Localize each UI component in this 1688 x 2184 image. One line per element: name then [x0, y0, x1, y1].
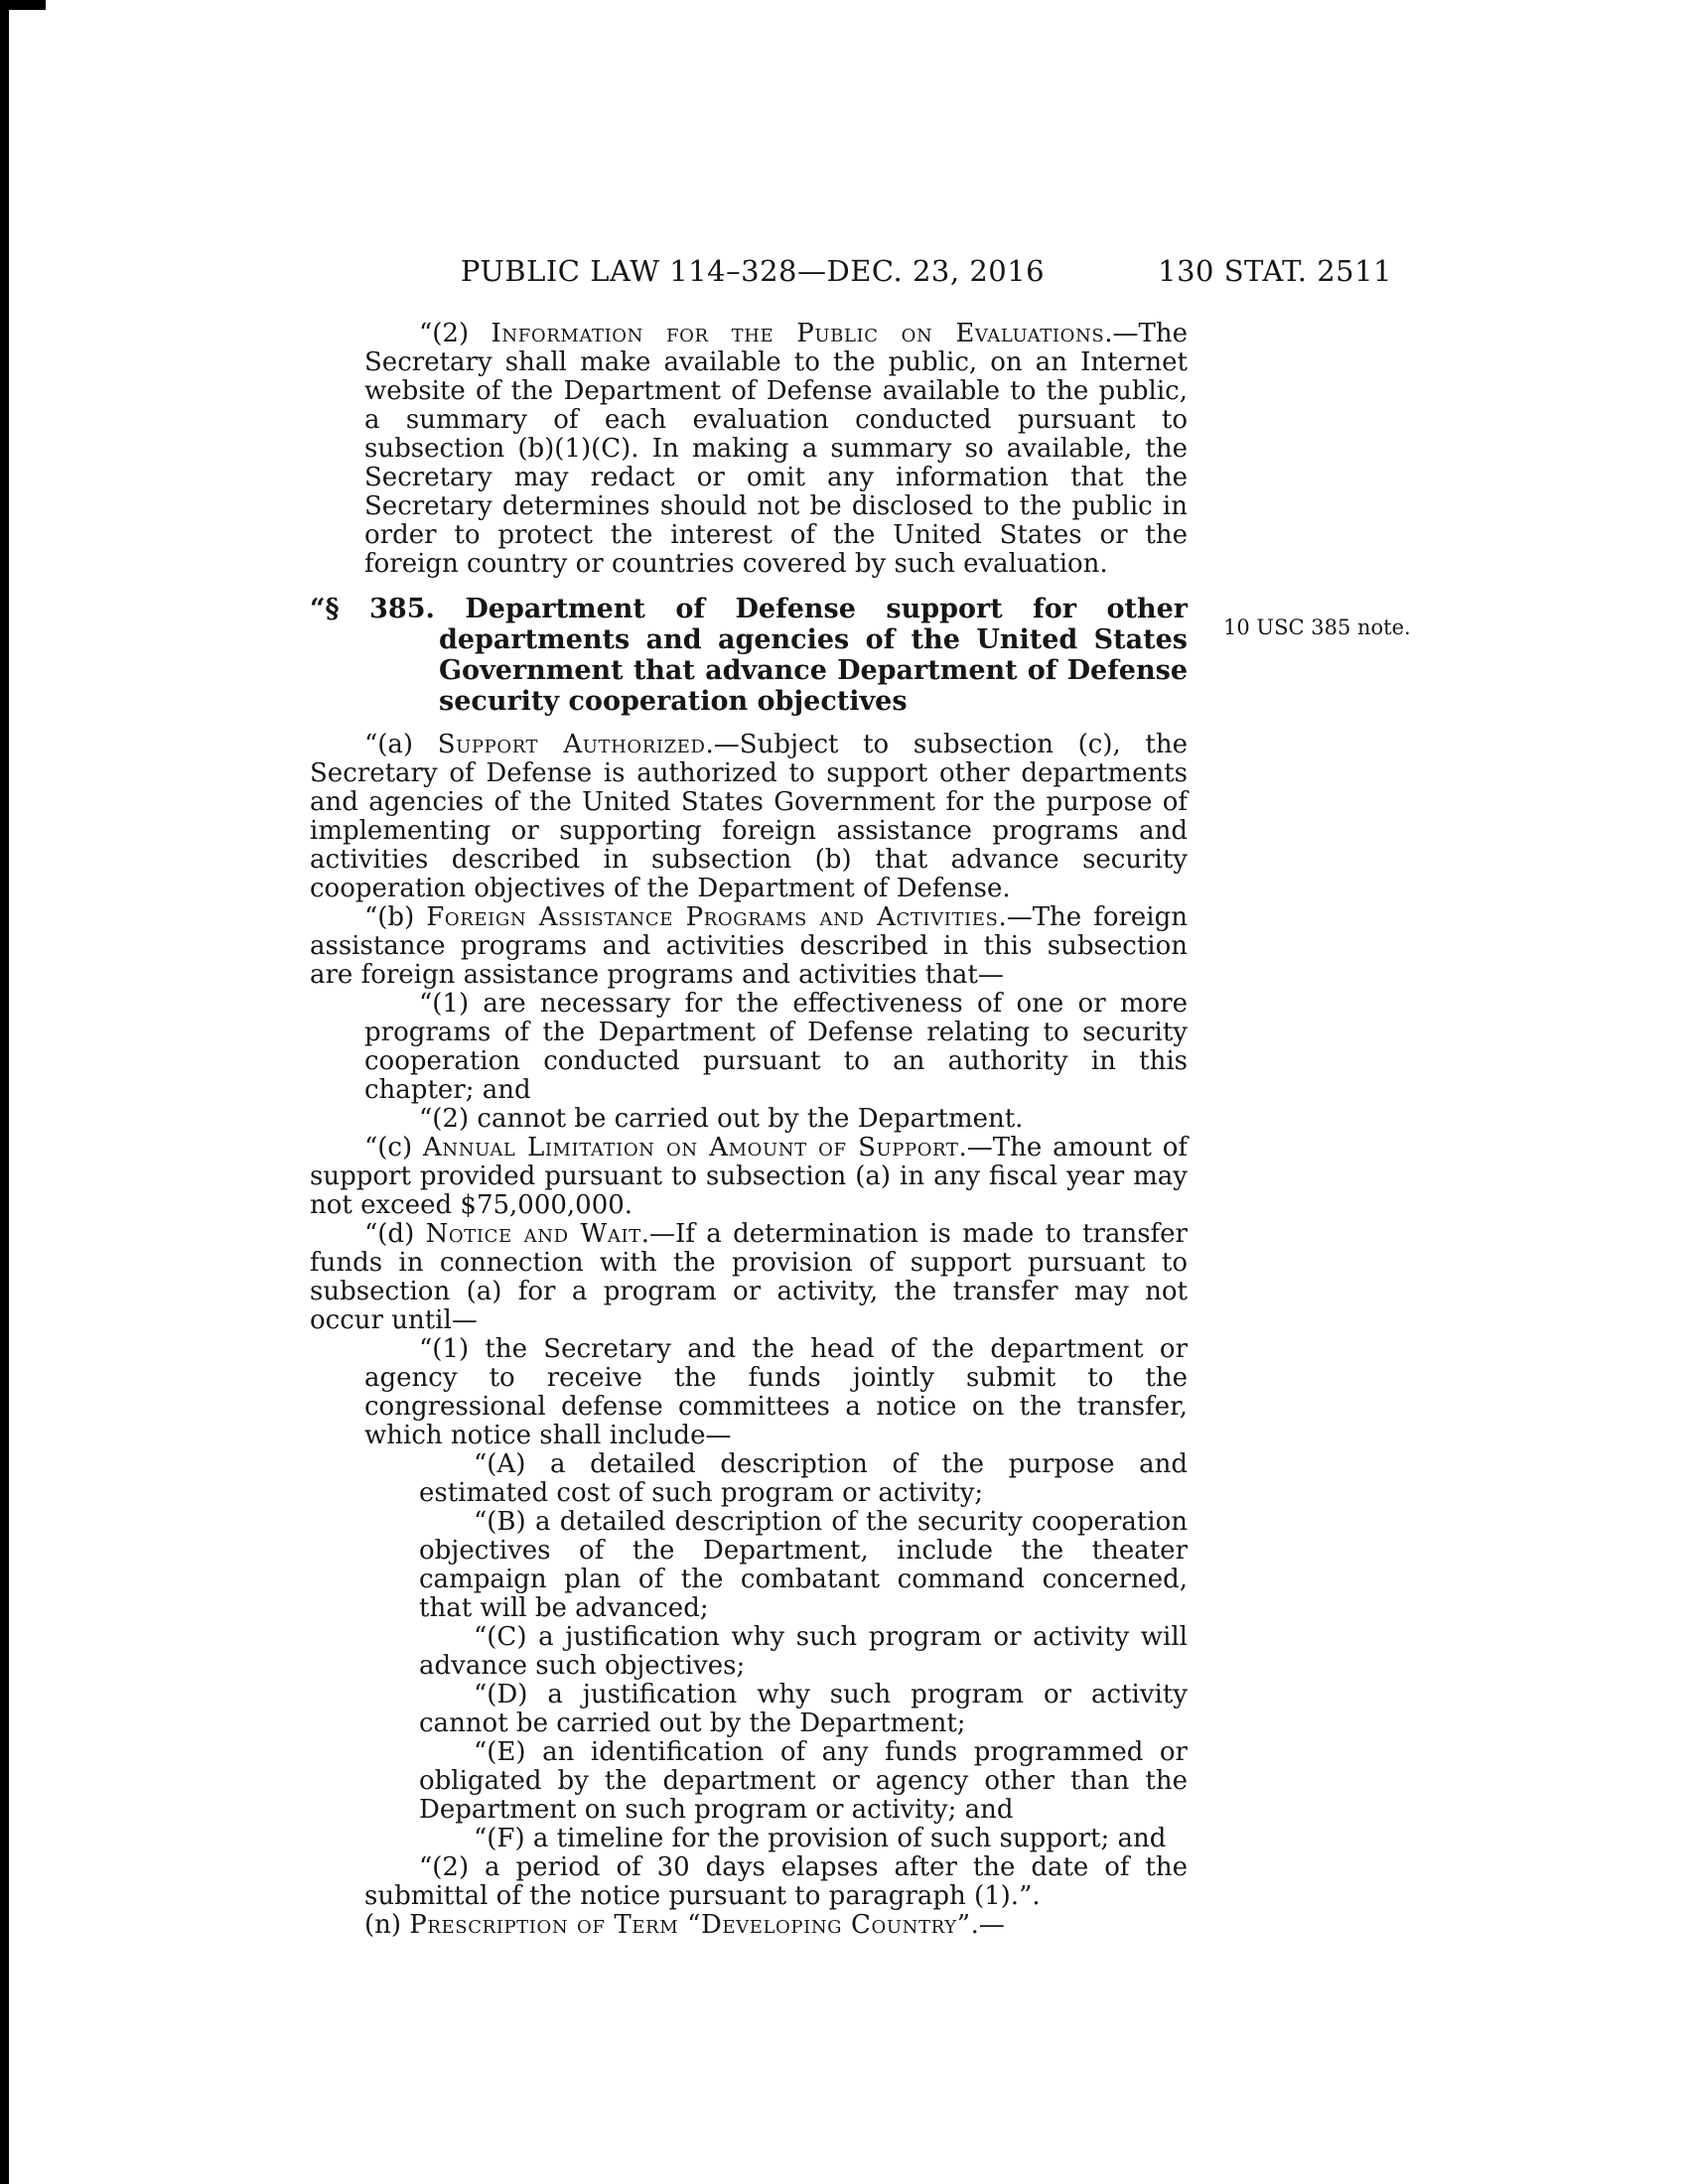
paragraph-c-annual-limitation	[310, 1134, 1188, 1220]
paragraph-d1	[364, 1335, 1188, 1450]
paragraph-text: a period of 30 days elapses after the date of the submittal of the notice pursuant to paragraph (1).”.	[364, 1852, 1189, 1911]
paragraph-d1-C	[419, 1623, 1188, 1681]
paragraph-label: “(F)	[474, 1824, 533, 1853]
section-385-heading	[310, 594, 1188, 717]
paragraph-smallcaps-title: Information for the Public on Evaluations	[491, 319, 1105, 348]
header-stat-number: 130 STAT. 2511	[1158, 254, 1392, 288]
paragraph-label: “(1)	[419, 1334, 486, 1364]
paragraph-text: .—Subject to subsection (c), the Secretary of Defense is authorized to support other departments and agencies of the United States Government for the purpose of implementing or supporting foreign assistance programs and activities described in subsection (b) that advance security cooperation objectives of the Department of Defense.	[310, 730, 1188, 903]
paragraph-label: “(A)	[474, 1449, 550, 1479]
paragraph-a-support-authorized	[310, 731, 1188, 903]
paragraph-n-prescription-of-term	[310, 1911, 1188, 1940]
section-number: “§ 385.	[310, 594, 466, 624]
paragraph-text: a detailed description of the purpose and estimated cost of such program or activity;	[419, 1449, 1189, 1508]
paragraph-b2	[364, 1105, 1188, 1134]
paragraph-label: “(2)	[419, 1104, 478, 1134]
paragraph-text: the Secretary and the head of the department or agency to receive the funds jointly submit to the congressional defense committees a notice on the transfer, which notice shall include—	[364, 1334, 1188, 1450]
paragraph-label: (n)	[364, 1910, 410, 1940]
paragraph-smallcaps-title: Prescription of Term “Developing Country”	[409, 1910, 971, 1940]
paragraph-info-for-public	[364, 320, 1188, 579]
paragraph-label: “(2)	[419, 1852, 486, 1882]
paragraph-label: “(B)	[474, 1507, 535, 1537]
paragraph-label: “(C)	[474, 1622, 539, 1652]
paragraph-d-notice-and-wait	[310, 1220, 1188, 1335]
paragraph-text: a timeline for the provision of such support; and	[532, 1824, 1167, 1853]
paragraph-b1	[364, 990, 1188, 1105]
paragraph-text: a justification why such program or activity cannot be carried out by the Department;	[419, 1680, 1188, 1738]
paragraph-d1-F	[419, 1825, 1188, 1853]
paragraph-text: .—The amount of support provided pursuant to subsection (a) in any fiscal year may not exceed $75,000,000.	[310, 1133, 1189, 1220]
paragraph-label: “(D)	[474, 1680, 548, 1709]
paragraph-text: a detailed description of the security cooperation objectives of the Department, include the theater campaign plan of the combatant command concerned, that will be advanced;	[419, 1507, 1188, 1623]
paragraph-text: .—	[970, 1910, 1005, 1940]
paragraph-text: .—If a determination is made to transfer funds in connection with the provision of support pursuant to subsection (a) for a program or activity, the transfer may not occur until—	[310, 1219, 1188, 1335]
paragraph-d1-D	[419, 1681, 1188, 1738]
paragraph-smallcaps-title: Support Authorized	[437, 730, 706, 759]
paragraph-d1-A	[419, 1450, 1188, 1508]
paragraph-label: “(2)	[419, 319, 492, 348]
scan-corner-artifact	[0, 0, 46, 10]
paragraph-smallcaps-title: Notice and Wait	[425, 1219, 641, 1249]
paragraph-smallcaps-title: Foreign Assistance Programs and Activities	[426, 902, 999, 932]
statute-body	[310, 320, 1188, 1940]
paragraph-d2	[364, 1853, 1188, 1911]
paragraph-b-foreign-assistance	[310, 903, 1188, 990]
paragraph-text: .—The foreign assistance programs and activities described in this subsection are foreign assistance programs and activities that—	[310, 902, 1188, 990]
paragraph-d1-B	[419, 1508, 1188, 1623]
paragraph-smallcaps-title: Annual Limitation on Amount of Support	[423, 1133, 959, 1162]
header-law-title: PUBLIC LAW 114–328—DEC. 23, 2016	[460, 254, 1046, 288]
paragraph-text: a justification why such program or activity will advance such objectives;	[419, 1622, 1188, 1681]
paragraph-label: “(E)	[474, 1737, 543, 1767]
paragraph-label: “(d)	[364, 1219, 426, 1249]
paragraph-label: “(1)	[419, 989, 484, 1019]
paragraph-label: “(c)	[364, 1133, 424, 1162]
paragraph-d1-E	[419, 1738, 1188, 1825]
section-title: Department of Defense support for other departments and agencies of the United States Government that advance Department of Defense security cooperation objectives	[439, 594, 1189, 717]
scan-edge-artifact	[0, 0, 9, 2184]
paragraph-text: are necessary for the effectiveness of one or more programs of the Department of Defense relating to security cooperation conducted pursuant to an authority in this chapter; and	[364, 989, 1188, 1105]
paragraph-text: .—The Secretary shall make available to the public, on an Internet website of the Department of Defense available to the public, a summary of each evaluation conducted pursuant to subsection (b)(1)(C). In making a summary so available, the Secretary may redact or omit any information that the Secretary determines should not be disclosed to the public in order to protect the interest of the United States or the foreign country or countries covered by such evaluation.	[364, 319, 1188, 579]
paragraph-text: cannot be carried out by the Department.	[477, 1104, 1024, 1134]
paragraph-text: an identification of any funds programmed or obligated by the department or agency other than the Department on such program or activity; and	[419, 1737, 1188, 1825]
margin-note-usc-citation: 10 USC 385 note.	[1223, 615, 1411, 639]
paragraph-label: “(a)	[364, 730, 438, 759]
paragraph-label: “(b)	[364, 902, 427, 932]
